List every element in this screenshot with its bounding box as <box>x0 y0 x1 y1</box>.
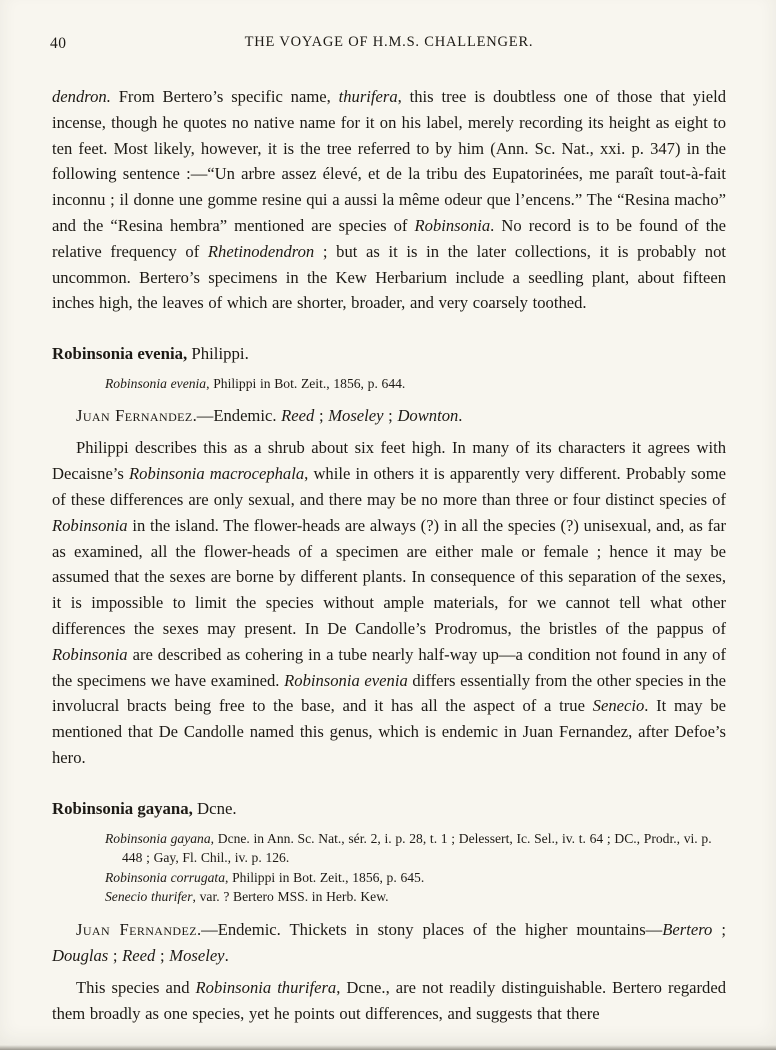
synonymy-citation-corrugata: Robinsonia corrugata, Philippi in Bot. Zeit., 1856, p. 645. <box>105 869 425 885</box>
species-heading-gayana: Robinsonia gayana, Dcne. <box>52 798 237 818</box>
paragraph-gayana-comparison: This species and Robinsonia thurifera, Dcne., are not readily distinguishable. Bertero regarded them broadly as one species, yet he points out differences, and suggests that there <box>52 978 726 1024</box>
locality-line-evenia: Juan Fernandez.—Endemic. Reed ; Moseley ; Downton. <box>76 405 463 425</box>
running-title: THE VOYAGE OF H.M.S. CHALLENGER. <box>244 34 534 50</box>
species-heading-evenia: Robinsonia evenia, Philippi. <box>52 344 249 364</box>
page-body <box>52 84 726 1027</box>
paragraph-evenia-description: Philippi describes this as a shrub about six feet high. In many of its characters it agrees with Decaisne’s Robinsonia macrocephala, while in others it is apparently very different. Probably some of these differences are only sexual, and there may be no more than three or four distinct species of Robinsonia in the island. The flower-heads are always (?) in all the species (?) unisexual, and, as far as examined, all the flower-heads of a specimen are either male or female ; hence it may be assumed that the sexes are borne by different plants. In consequence of this separation of the sexes, it is impossible to limit the species without ample materials, for we cannot tell what other differences the sexes may present. In De Candolle’s Prodromus, the bristles of the pappus of Robinsonia are described as cohering in a tube nearly half-way up—a condition not found in any of the specimens we have examined. Robinsonia evenia differs essentially from the other species in the involucral bracts being free to the base, and it has all the aspect of a true Senecio. It may be mentioned that De Candolle named this genus, which is endemic in Juan Fernandez, after Defoe’s hero. <box>52 438 727 768</box>
locality-line-gayana: Juan Fernandez.—Endemic. Thickets in stony places of the higher mountains—Bertero ; Douglas ; Reed ; Moseley. <box>52 919 726 965</box>
paragraph-dendron-continuation: dendron. From Bertero’s specific name, thurifera, this tree is doubtless one of those that yield incense, though he quotes no native name for it on his label, merely recording its height as eight to ten feet. Most likely, however, it is the tree referred to by him (Ann. Sc. Nat., xxi. p. 347) in the following sentence :—“Un arbre assez élevé, et de la tribu des Eupatorinées, me paraît tout-à-fait inconnu ; il donne une gomme resine qui a aussi la même odeur que l’encens.” The “Resina macho” and the “Resina hembra” mentioned are species of Robinsonia. No record is to be found of the relative frequency of Rhetinodendron ; but as it is in the later collections, it is probably not uncommon. Bertero’s specimens in the Kew Herbarium include a seedling plant, about fifteen inches high, the leaves of which are shorter, broader, and very coarsely toothed. <box>52 87 726 313</box>
page-header <box>52 34 726 54</box>
synonymy-block-gayana <box>52 829 726 907</box>
synonymy-citation-senecio-thurifer: Senecio thurifer, var. ? Bertero MSS. in Herb. Kew. <box>105 889 389 905</box>
synonymy-citation-gayana: Robinsonia gayana, Dcne. in Ann. Sc. Nat., sér. 2, i. p. 28, t. 1 ; Delessert, Ic. Sel., iv. t. 64 ; DC., Prodr., vi. p. 448 ; Gay, Fl. Chil., iv. p. 126. <box>105 830 712 866</box>
synonymy-citation-evenia: Robinsonia evenia, Philippi in Bot. Zeit., 1856, p. 644. <box>105 376 406 392</box>
scan-edge <box>0 1045 776 1050</box>
page-number: 40 <box>50 35 67 52</box>
